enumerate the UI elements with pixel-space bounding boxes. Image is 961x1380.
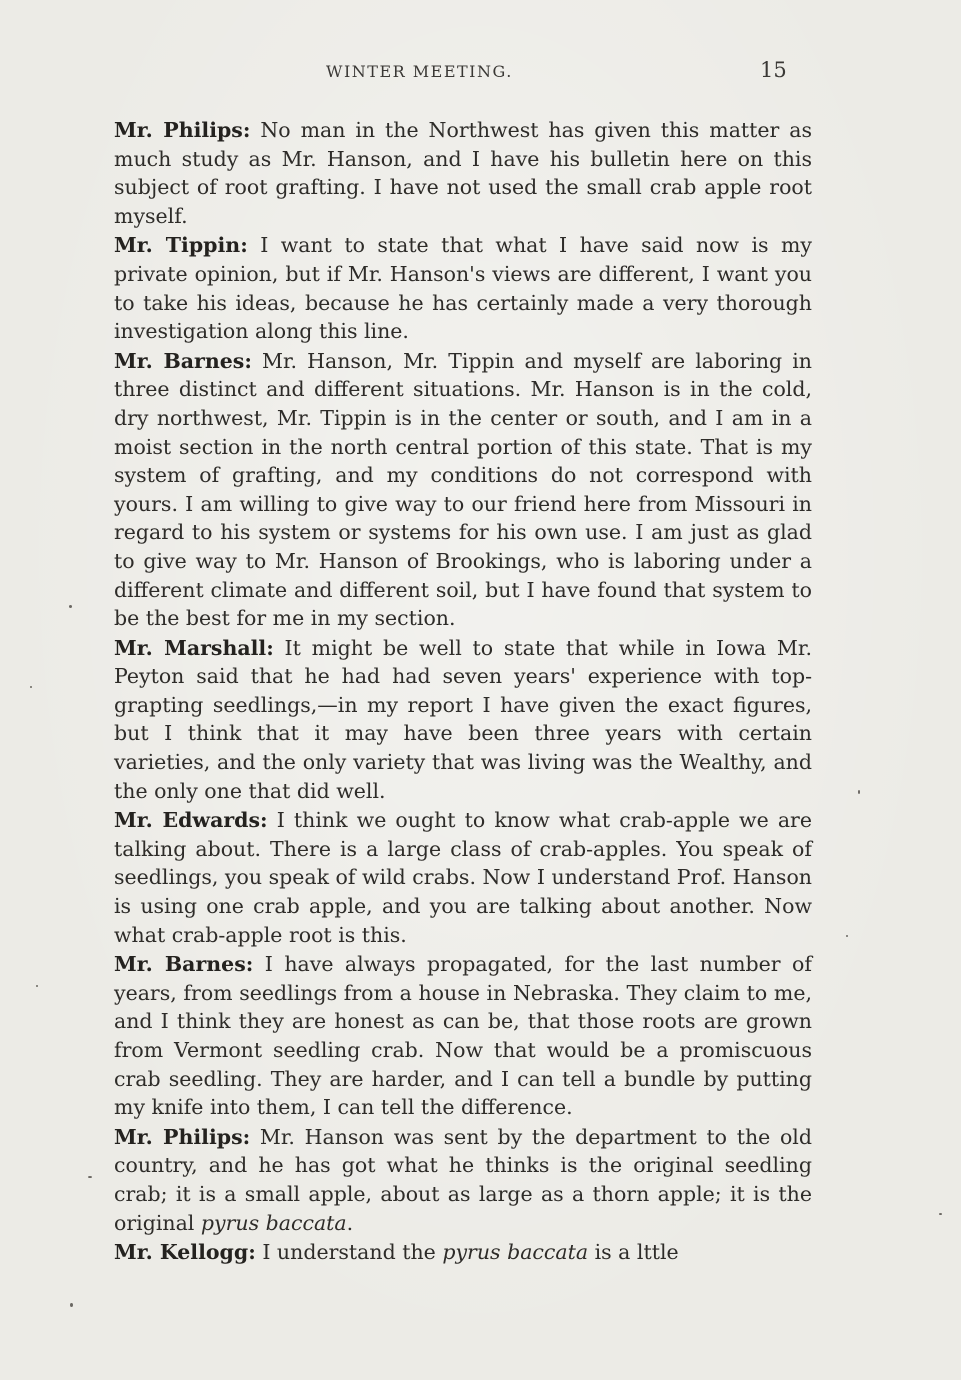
scan-speck: [36, 985, 38, 987]
italic-species-name: pyrus baccata: [200, 1210, 347, 1235]
scan-speck: [88, 1176, 92, 1178]
speech-paragraph: [114, 1238, 812, 1267]
speaker-name: Mr. Marshall:: [114, 635, 274, 660]
speech-paragraph: [114, 347, 812, 633]
running-header: [0, 58, 961, 88]
speaker-name: Mr. Edwards:: [114, 808, 268, 833]
speech-text-end: is a lttle: [594, 1240, 679, 1265]
speech-paragraph: [114, 231, 812, 345]
speech-paragraph: [114, 634, 812, 806]
speech-text: I have always propagated, for the last number of years, from seedlings from a house in Nebraska. They claim to me, and I think they are honest as can be, that those roots are grown from Vermont seedling crab. Now that would be a promiscuous crab seedling. They are harder, and I can tell a bundle by putting my knife into them, I can tell the difference.: [114, 952, 812, 1120]
speaker-name: Mr. Tippin:: [114, 233, 248, 258]
speech-paragraph: [114, 1123, 812, 1237]
speaker-name: Mr. Kellogg:: [114, 1240, 256, 1265]
speech-text: I think we ought to know what crab-apple we are talking about. There is a large class of crab-apples. You speak of seedlings, you speak of wild crabs. Now I understand Prof. Hanson is using one crab apple, and you are talking about another. Now what crab-apple root is this.: [114, 808, 812, 947]
speaker-name: Mr. Philips:: [114, 118, 251, 142]
scan-speck: [858, 790, 860, 794]
speech-text: Mr. Hanson was sent by the department to the old country, and he has got what he thinks is the original seedling crab; it is a small apple, about as large as a thorn apple; it is the original: [114, 1124, 812, 1235]
speech-text-end: .: [346, 1210, 354, 1235]
speech-text: I understand the: [262, 1240, 436, 1265]
speaker-name: Mr. Barnes:: [114, 348, 252, 373]
speaker-name: Mr. Philips:: [114, 1124, 251, 1149]
scan-speck: [30, 686, 32, 688]
speech-paragraph: [114, 116, 812, 230]
speech-text: I want to state that what I have said now is my private opinion, but if Mr. Hanson's views are different, I want you to take his ideas, because he has certainly made a very thorough investigation along this line.: [114, 233, 812, 344]
running-title: WINTER MEETING.: [326, 62, 513, 81]
speech-paragraph: [114, 806, 812, 949]
scan-speck: [939, 1213, 942, 1215]
speech-text: Mr. Hanson, Mr. Tippin and myself are laboring in three distinct and different situations. Mr. Hanson is in the cold, dry northwest, Mr. Tippin is in the center or south, and I am in a moist section in the north central portion of this state. That is my system of grafting, and my conditions do not correspond with yours. I am willing to give way to our friend here from Missouri in regard to his system or systems for his own use. I am just as glad to give way to Mr. Hanson of Brookings, who is laboring under a different climate and different soil, but I have found that system to be the best for me in my section.: [114, 348, 812, 631]
speaker-name: Mr. Barnes:: [114, 952, 254, 977]
scan-speck: [846, 935, 848, 937]
speech-text: No man in the Northwest has given this matter as much study as Mr. Hanson, and I have his bulletin here on this subject of root grafting. I have not used the small crab apple root myself.: [114, 118, 812, 228]
scan-speck: [69, 605, 72, 608]
page-number: 15: [760, 58, 787, 82]
scan-speck: [70, 1303, 73, 1307]
speech-text: It might be well to state that while in Iowa Mr. Peyton said that he had had seven years' experience with top-grapting seedlings,—in my report I have given the exact figures, but I think that it may have been three years with certain varieties, and the only variety that was living was the Wealthy, and the only one that did well.: [114, 635, 812, 803]
italic-species-name: pyrus baccata: [442, 1240, 589, 1265]
body-text: [114, 116, 812, 1268]
speech-paragraph: [114, 950, 812, 1122]
